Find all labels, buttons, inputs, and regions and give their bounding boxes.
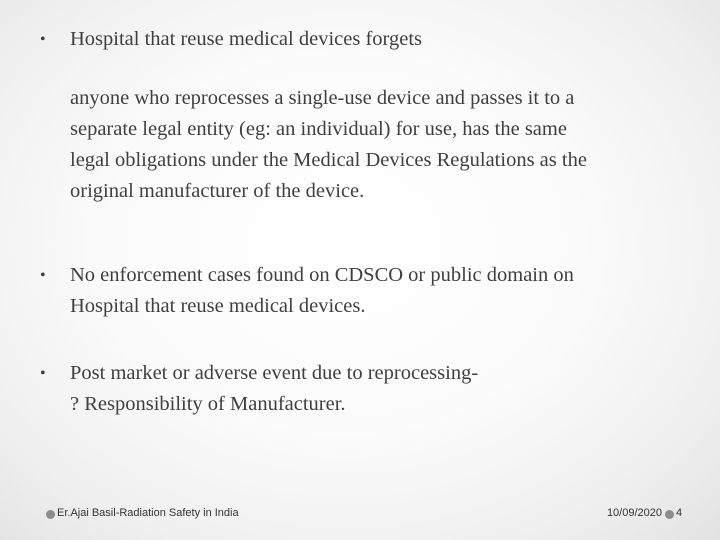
bullet-icon: • — [40, 365, 46, 382]
bullet-item — [40, 260, 680, 322]
footer-dot-icon — [665, 510, 674, 519]
footer-date: 10/09/2020 — [606, 507, 662, 519]
bullet-item — [40, 24, 680, 55]
bullet-item — [40, 358, 680, 420]
body-paragraph: anyone who reprocesses a single-use device and passes it to a separate legal entity (eg: an individual) for use, has the same legal obligations under the Medical Devices Regulations as the original manufacturer of the device. — [70, 87, 587, 202]
footer-dot-icon — [46, 510, 55, 519]
page-number: 4 — [676, 507, 683, 519]
slide-footer — [0, 505, 720, 525]
footer-author: Er.Ajai Basil-Radiation Safety in India — [57, 507, 239, 519]
bullet-icon: • — [40, 31, 46, 48]
bullet-text: No enforcement cases found on CDSCO or public domain on Hospital that reuse medical devices. — [70, 264, 574, 317]
bullet-icon: • — [40, 267, 46, 284]
bullet-text: Hospital that reuse medical devices forgets — [70, 28, 422, 50]
bullet-text: Post market or adverse event due to reprocessing- ? Responsibility of Manufacturer. — [70, 362, 479, 415]
